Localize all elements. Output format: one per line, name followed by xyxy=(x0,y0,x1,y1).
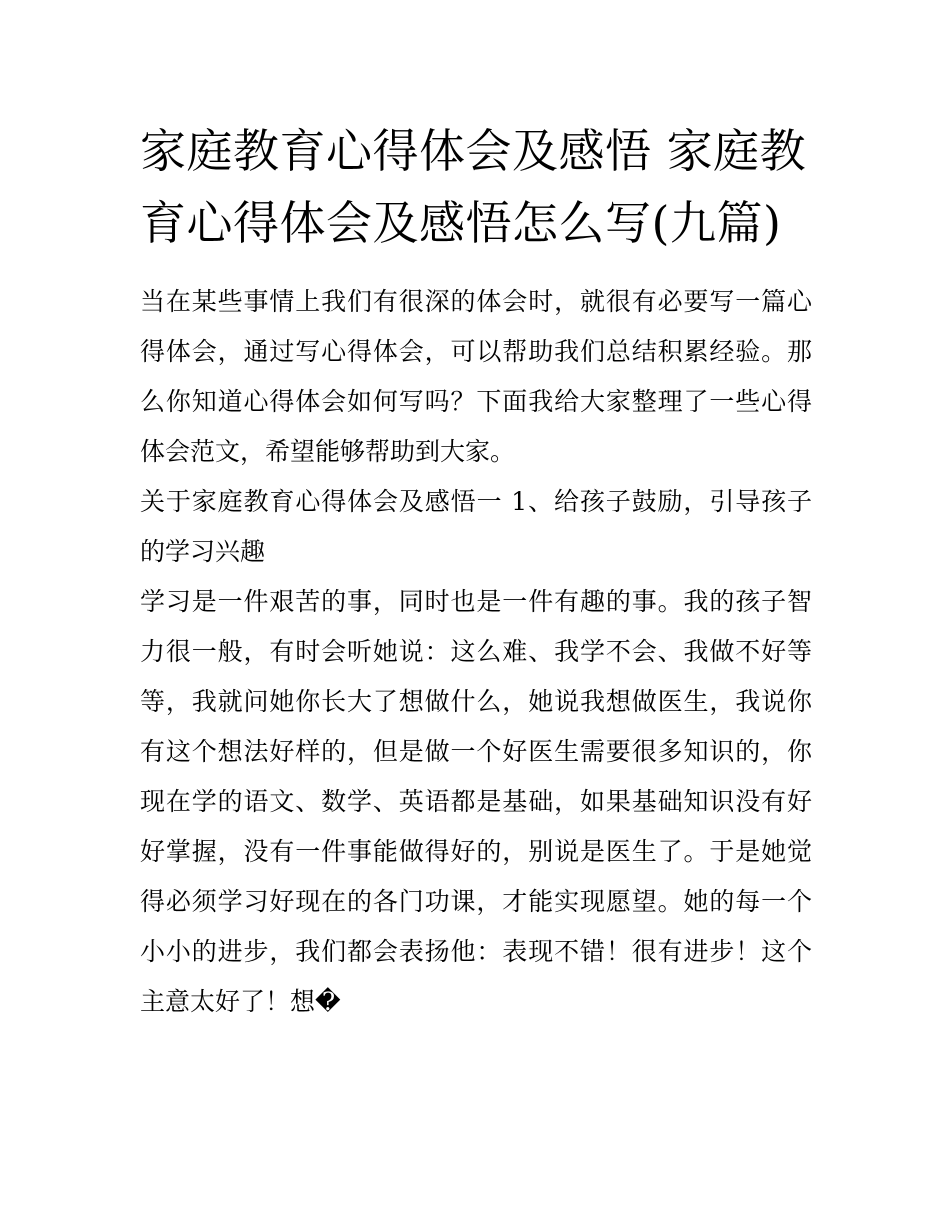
section-heading-paragraph: 关于家庭教育心得体会及感悟一 1、给孩子鼓励，引导孩子的学习兴趣 xyxy=(140,487,812,566)
document-page xyxy=(140,115,812,1027)
document-body xyxy=(140,277,812,1027)
document-title: 家庭教育心得体会及感悟 家庭教育心得体会及感悟怎么写(九篇) xyxy=(140,124,807,250)
intro-paragraph: 当在某些事情上我们有很深的体会时，就很有必要写一篇心得体会，通过写心得体会，可以帮助我们总结积累经验。那么你知道心得体会如何写吗？下面我给大家整理了一些心得体会范文，希望能够帮助到大家。 xyxy=(140,287,812,466)
body-paragraph: 学习是一件艰苦的事，同时也是一件有趣的事。我的孩子智力很一般，有时会听她说：这么难、我学不会、我做不好等等，我就问她你长大了想做什么，她说我想做医生，我说你有这个想法好样的，但是做一个好医生需要很多知识的，你现在学的语文、数学、英语都是基础，如果基础知识没有好好掌握，没有一件事能做得好的，别说是医生了。于是她觉得必须学习好现在的各门功课，才能实现愿望。她的每一个小小的进步，我们都会表扬他：表现不错！很有进步！这个主意太好了！想� xyxy=(140,587,812,1016)
